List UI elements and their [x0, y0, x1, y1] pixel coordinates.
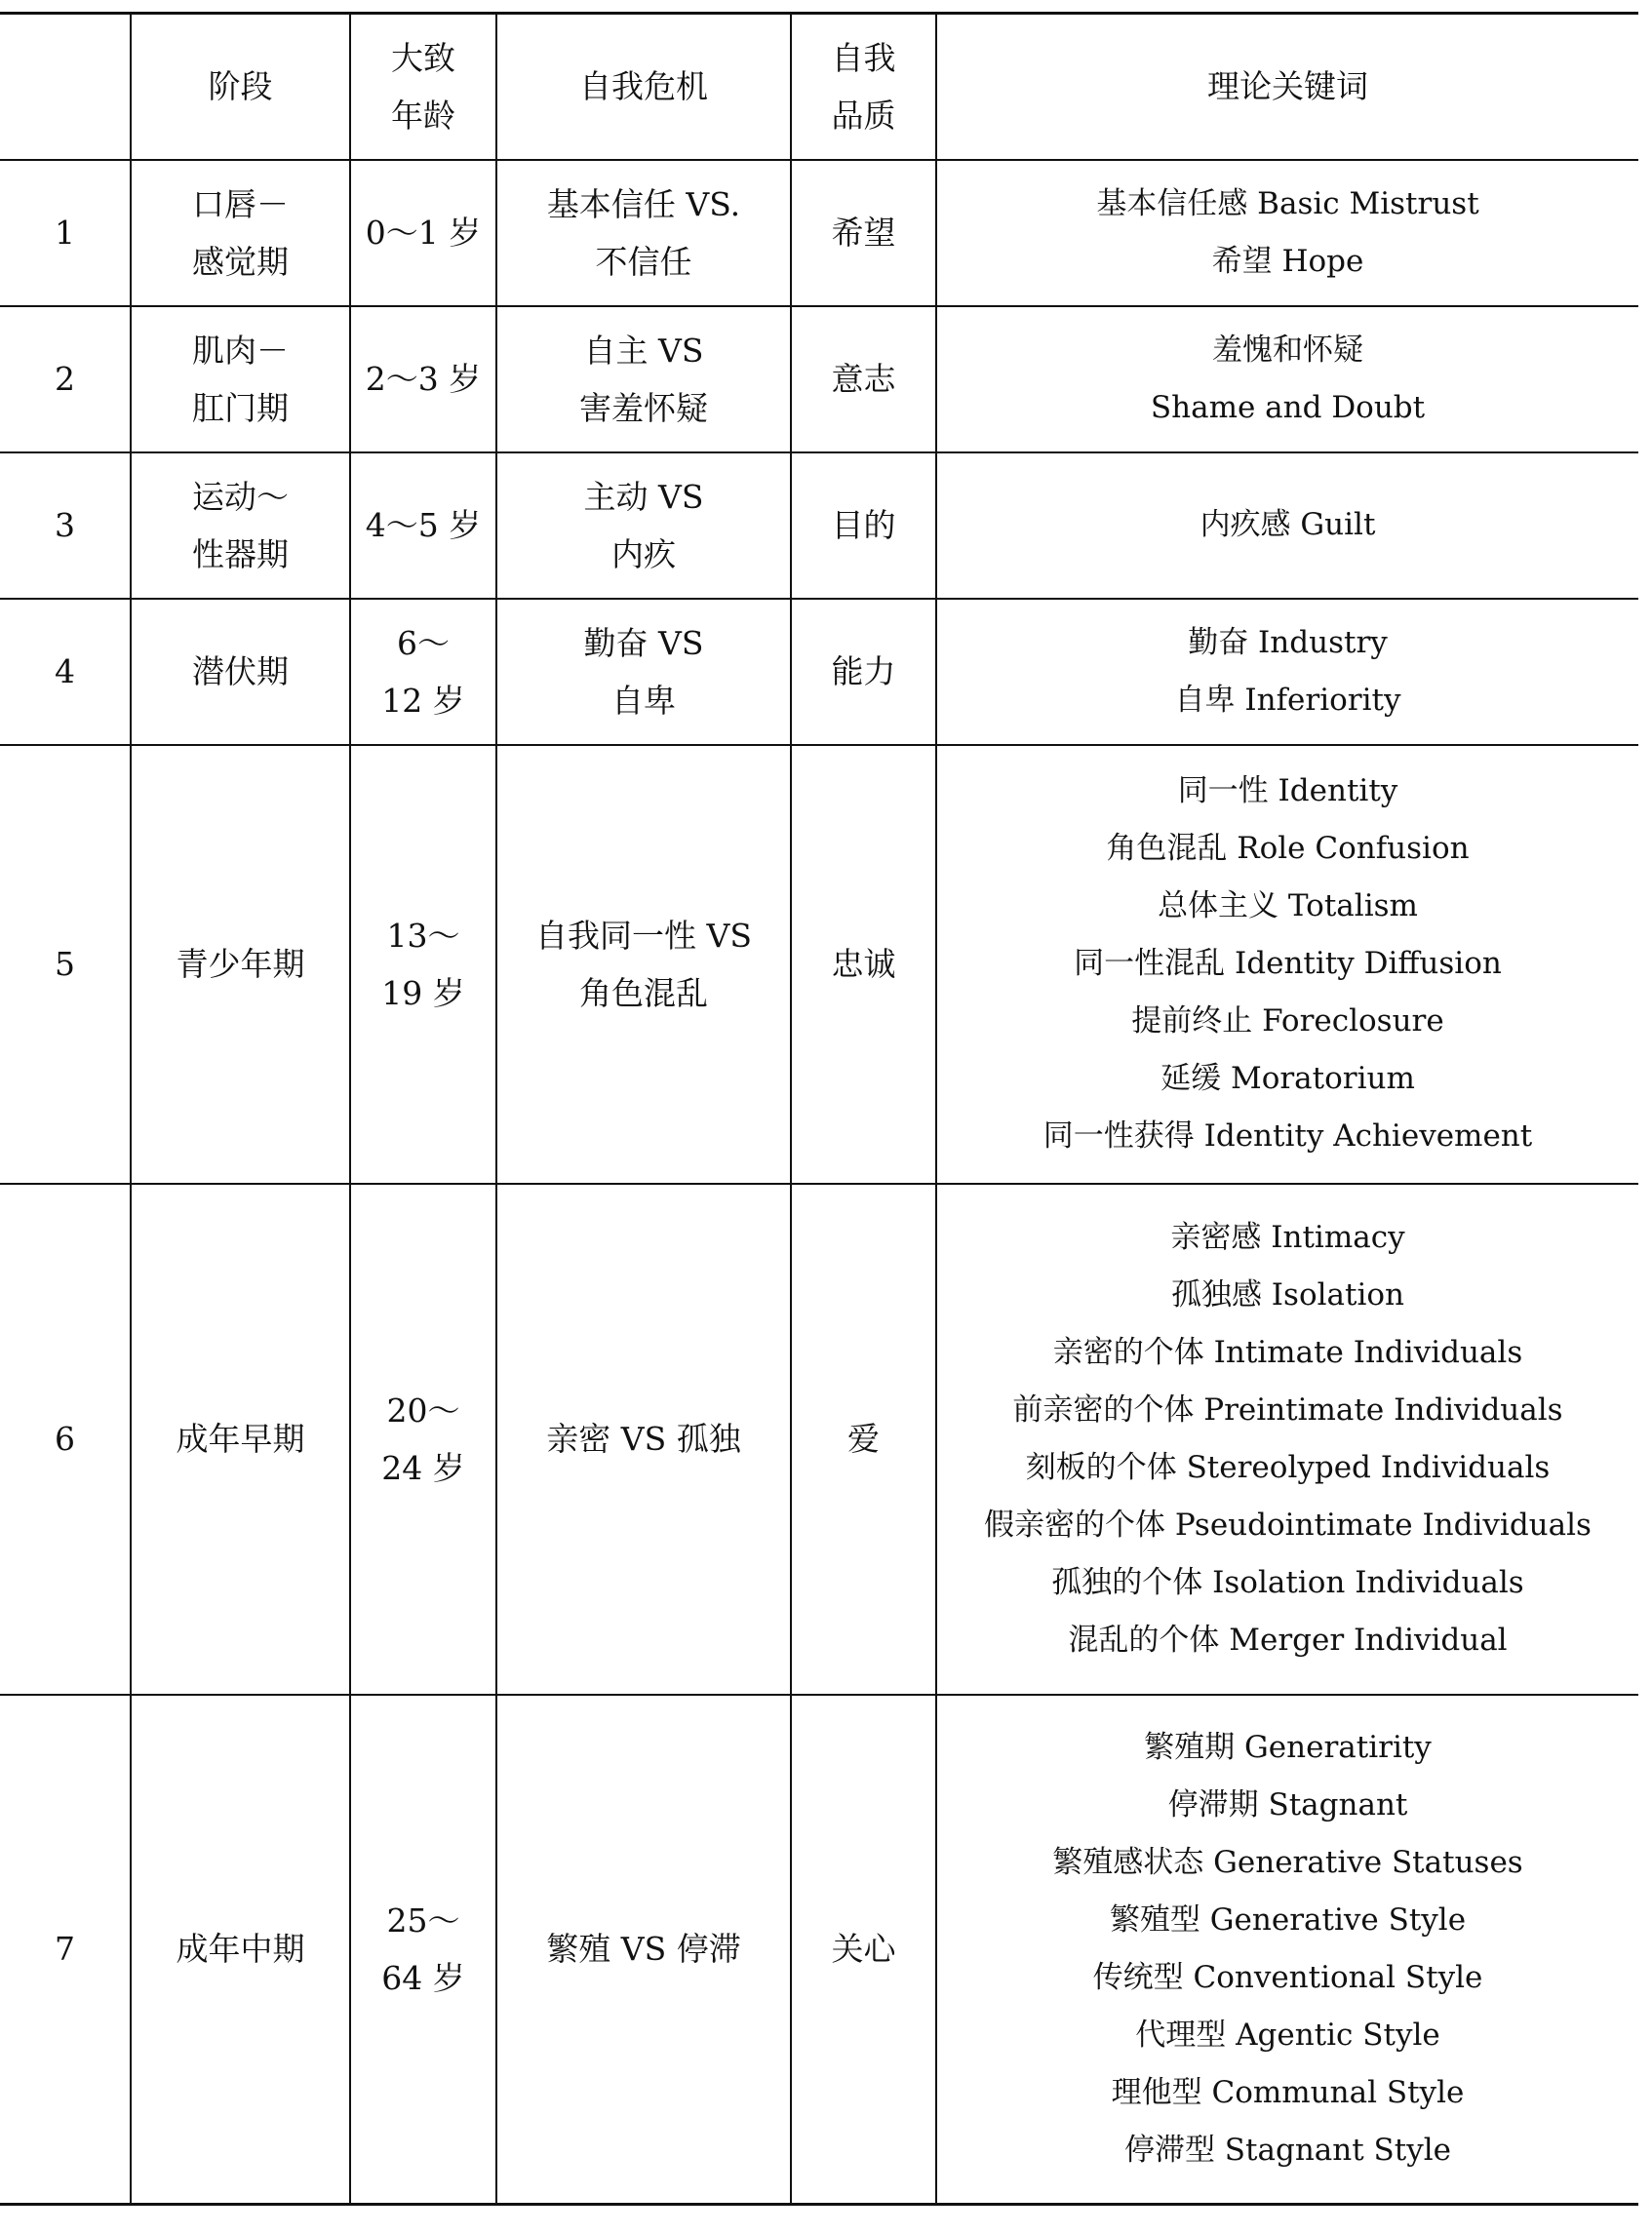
- keywords-cell-line: 繁殖感状态 Generative Statuses: [1052, 1844, 1523, 1880]
- age-cell: [350, 745, 496, 1184]
- crisis-cell: [496, 599, 791, 745]
- row-index: [0, 599, 131, 745]
- keywords-cell: [936, 160, 1638, 306]
- keywords-cell: [936, 745, 1638, 1184]
- crisis-cell-line: 内疚: [611, 534, 676, 573]
- keywords-cell: [936, 452, 1638, 599]
- quality-cell: [791, 1695, 936, 2205]
- quality-text: 关心: [831, 1930, 896, 1969]
- keywords-cell: [936, 1695, 1638, 2205]
- keywords-cell-line: 混乱的个体 Merger Individual: [1068, 1622, 1508, 1658]
- keywords-cell-line: 同一性混乱 Identity Diffusion: [1074, 946, 1502, 981]
- header-keywords: [936, 14, 1638, 160]
- keywords-cell: [936, 599, 1638, 745]
- age-cell-line: 24 岁: [381, 1448, 465, 1487]
- stage-cell-line: 口唇－: [192, 184, 289, 223]
- header-crisis-text: 自我危机: [579, 67, 708, 106]
- keywords-cell-line: 提前终止 Foreclosure: [1131, 1003, 1444, 1039]
- quality-text: 能力: [831, 652, 896, 690]
- keywords-cell-line: Shame and Doubt: [1150, 389, 1426, 425]
- age-cell-line: 0～1 岁: [365, 214, 482, 252]
- age-cell: [350, 160, 496, 306]
- keywords-cell-line: 传统型 Conventional Style: [1092, 1959, 1483, 1995]
- header-keywords-text: 理论关键词: [1207, 67, 1368, 106]
- row-index-text: 3: [55, 506, 75, 544]
- keywords-cell-line: 羞愧和怀疑: [1212, 332, 1363, 368]
- header-quality-line-2: 品质: [831, 96, 896, 135]
- quality-cell: [791, 1184, 936, 1695]
- stage-cell: [131, 452, 350, 599]
- crisis-cell-line: 自我同一性 VS: [535, 916, 752, 955]
- keywords-cell-line: 代理型 Agentic Style: [1135, 2017, 1440, 2053]
- stage-cell-line: 成年中期: [176, 1930, 305, 1969]
- quality-text: 忠诚: [831, 945, 896, 983]
- stage-cell: [131, 1695, 350, 2205]
- age-cell: [350, 599, 496, 745]
- table-row: [0, 306, 1638, 452]
- age-cell: [350, 452, 496, 599]
- age-cell-line: 19 岁: [381, 973, 465, 1012]
- header-index: [0, 14, 131, 160]
- row-index: [0, 306, 131, 452]
- stage-cell-line: 运动～: [192, 477, 289, 516]
- header-stage: [131, 14, 350, 160]
- crisis-cell-line: 基本信任 VS.: [546, 184, 741, 223]
- stage-cell-line: 性器期: [192, 534, 289, 573]
- age-cell-line: 12 岁: [381, 681, 465, 720]
- stage-cell: [131, 745, 350, 1184]
- age-cell: [350, 1695, 496, 2205]
- row-index-text: 7: [55, 1930, 75, 1969]
- header-age-line-2: 年龄: [391, 96, 455, 135]
- crisis-cell: [496, 745, 791, 1184]
- header-age-line-1: 大致: [391, 38, 455, 77]
- stage-cell-line: 感觉期: [192, 242, 289, 281]
- keywords-cell-line: 勤奋 Industry: [1188, 624, 1388, 660]
- header-stage-text: 阶段: [208, 67, 273, 106]
- stage-cell: [131, 160, 350, 306]
- stage-cell-line: 肌肉－: [192, 331, 289, 370]
- header-quality: [791, 14, 936, 160]
- keywords-cell-line: 亲密感 Intimacy: [1170, 1219, 1405, 1255]
- header-age: [350, 14, 496, 160]
- table-row: [0, 1695, 1638, 2205]
- table-row: [0, 160, 1638, 306]
- crisis-cell-line: 亲密 VS 孤独: [546, 1420, 741, 1458]
- row-index: [0, 745, 131, 1184]
- keywords-cell-line: 繁殖期 Generatirity: [1144, 1729, 1432, 1765]
- table-body: [0, 160, 1638, 2205]
- crisis-cell: [496, 1184, 791, 1695]
- table-row: [0, 452, 1638, 599]
- table-row: [0, 745, 1638, 1184]
- quality-text: 目的: [831, 506, 896, 544]
- age-cell-line: 2～3 岁: [365, 360, 482, 398]
- row-index-text: 4: [55, 652, 75, 690]
- keywords-cell-line: 停滞型 Stagnant Style: [1123, 2132, 1452, 2168]
- keywords-cell-line: 繁殖型 Generative Style: [1109, 1901, 1467, 1938]
- stage-cell-line: 潜伏期: [192, 652, 289, 690]
- crisis-cell: [496, 452, 791, 599]
- row-index: [0, 160, 131, 306]
- row-index-text: 2: [55, 360, 75, 398]
- crisis-cell: [496, 1695, 791, 2205]
- quality-text: 希望: [831, 214, 896, 252]
- keywords-cell: [936, 306, 1638, 452]
- crisis-cell: [496, 306, 791, 452]
- keywords-cell-line: 同一性 Identity: [1177, 773, 1398, 808]
- age-cell-line: 25～: [386, 1901, 460, 1940]
- stage-cell: [131, 599, 350, 745]
- keywords-cell-line: 停滞期 Stagnant: [1167, 1786, 1408, 1822]
- age-cell-line: 6～: [397, 623, 450, 662]
- row-index: [0, 1695, 131, 2205]
- crisis-cell-line: 自主 VS: [583, 331, 704, 370]
- stage-cell-line: 成年早期: [176, 1420, 305, 1458]
- quality-cell: [791, 745, 936, 1184]
- age-cell-line: 20～: [386, 1391, 460, 1430]
- header-crisis: [496, 14, 791, 160]
- crisis-cell: [496, 160, 791, 306]
- age-cell-line: 64 岁: [381, 1958, 465, 1997]
- keywords-cell-line: 角色混乱 Role Confusion: [1106, 831, 1470, 866]
- keywords-cell-line: 同一性获得 Identity Achievement: [1042, 1118, 1533, 1154]
- quality-cell: [791, 452, 936, 599]
- header-quality-line-1: 自我: [831, 38, 896, 77]
- keywords-cell-line: 前亲密的个体 Preintimate Individuals: [1012, 1391, 1563, 1428]
- crisis-cell-line: 不信任: [595, 242, 692, 281]
- stage-cell: [131, 306, 350, 452]
- keywords-cell-line: 希望 Hope: [1211, 243, 1364, 279]
- age-cell: [350, 306, 496, 452]
- erikson-stages-table: [0, 12, 1638, 2206]
- age-cell: [350, 1184, 496, 1695]
- keywords-cell-line: 延缓 Moratorium: [1160, 1061, 1415, 1096]
- crisis-cell-line: 角色混乱: [579, 973, 708, 1012]
- keywords-cell-line: 亲密的个体 Intimate Individuals: [1052, 1334, 1523, 1370]
- row-index-text: 5: [55, 945, 75, 983]
- quality-text: 意志: [831, 360, 896, 398]
- crisis-cell-line: 勤奋 VS: [583, 623, 704, 662]
- keywords-cell-line: 总体主义 Totalism: [1158, 888, 1418, 923]
- keywords-cell-line: 孤独感 Isolation: [1170, 1276, 1405, 1313]
- row-index-text: 6: [55, 1420, 75, 1458]
- keywords-cell: [936, 1184, 1638, 1695]
- keywords-cell-line: 基本信任感 Basic Mistrust: [1096, 185, 1479, 221]
- crisis-cell-line: 繁殖 VS 停滞: [546, 1930, 741, 1969]
- crisis-cell-line: 害羞怀疑: [579, 388, 708, 427]
- age-cell-line: 13～: [386, 916, 460, 955]
- keywords-cell-line: 孤独的个体 Isolation Individuals: [1051, 1564, 1524, 1600]
- keywords-cell-line: 自卑 Inferiority: [1174, 682, 1401, 718]
- stage-cell-line: 青少年期: [176, 945, 305, 983]
- quality-cell: [791, 306, 936, 452]
- row-index: [0, 452, 131, 599]
- age-cell-line: 4～5 岁: [365, 506, 482, 544]
- row-index-text: 1: [55, 214, 75, 252]
- table-row: [0, 599, 1638, 745]
- quality-text: 爱: [847, 1420, 880, 1458]
- quality-cell: [791, 599, 936, 745]
- keywords-cell-line: 假亲密的个体 Pseudointimate Individuals: [984, 1507, 1592, 1543]
- quality-cell: [791, 160, 936, 306]
- crisis-cell-line: 主动 VS: [583, 477, 704, 516]
- keywords-cell-line: 内疚感 Guilt: [1200, 507, 1376, 542]
- keywords-cell-line: 刻板的个体 Stereolyped Individuals: [1025, 1449, 1551, 1485]
- stage-cell-line: 肛门期: [192, 388, 289, 427]
- row-index: [0, 1184, 131, 1695]
- header-row: [0, 14, 1638, 160]
- table-row: [0, 1184, 1638, 1695]
- stage-cell: [131, 1184, 350, 1695]
- keywords-cell-line: 理他型 Communal Style: [1111, 2074, 1465, 2110]
- crisis-cell-line: 自卑: [611, 681, 676, 720]
